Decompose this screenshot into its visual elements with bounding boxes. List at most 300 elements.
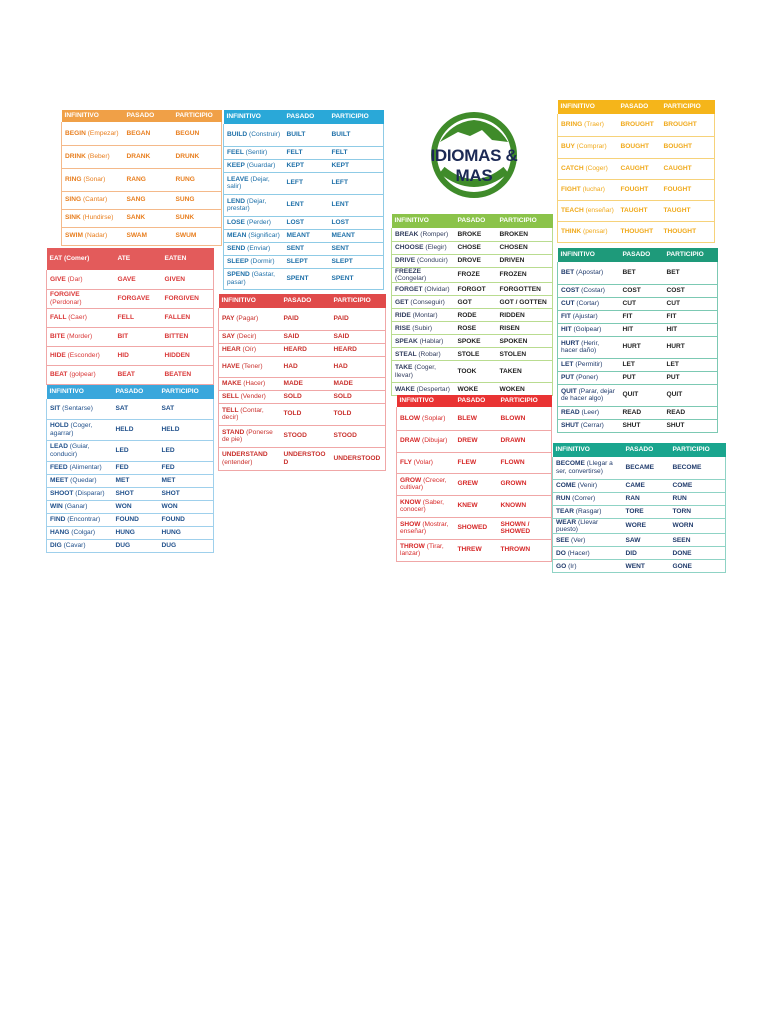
- header-pasado: ATE: [115, 248, 162, 270]
- verb-translation: (Golpear): [573, 325, 602, 333]
- header-infinitivo: EAT (Comer): [47, 248, 115, 270]
- academy-logo: [412, 112, 536, 198]
- verb-participle: BET: [664, 262, 718, 284]
- verb-infinitive: WIN: [50, 502, 63, 510]
- verb-translation: (Dar): [67, 275, 83, 283]
- verb-infinitive: RUN: [556, 494, 571, 502]
- verb-infinitive: TEACH: [561, 206, 584, 214]
- verb-past: FOUND: [113, 513, 159, 526]
- verb-infinitive: BECOME: [556, 460, 585, 468]
- verb-past: SANG: [124, 191, 173, 209]
- verb-infinitive: GIVE: [50, 275, 66, 283]
- verb-infinitive: FEEL: [227, 148, 244, 156]
- verb-participle: SOLD: [331, 390, 386, 403]
- verb-participle: QUIT: [664, 384, 718, 406]
- table-row: [558, 384, 718, 406]
- table-row: [558, 297, 718, 310]
- verb-infinitive: BITE: [50, 332, 66, 340]
- verb-translation: (Rasgar): [575, 507, 602, 515]
- table-row: [397, 495, 552, 517]
- table-row: [558, 158, 715, 179]
- verb-infinitive: SHOW: [400, 520, 421, 528]
- verb-infinitive: STEAL: [395, 350, 417, 358]
- verb-infinitive: DIG: [50, 541, 62, 549]
- verb-infinitive: FEED: [50, 463, 68, 471]
- verb-translation: (Sentarse): [62, 405, 93, 413]
- verb-translation: (luchar): [582, 185, 605, 193]
- verb-rows: [47, 399, 214, 552]
- verb-participle: WOKEN: [497, 383, 553, 396]
- verb-translation: (Mostrar, enseñar): [400, 520, 449, 535]
- table-row: [392, 283, 553, 296]
- verb-participle: FELT: [329, 146, 384, 159]
- verb-participle: SPOKEN: [497, 335, 553, 348]
- verb-participle: SENT: [329, 242, 384, 255]
- verb-past: FELT: [284, 146, 329, 159]
- verb-participle: DONE: [670, 547, 726, 560]
- verb-translation: (Vender): [240, 392, 266, 400]
- table-row: [553, 547, 726, 560]
- table-row: [558, 323, 718, 336]
- verb-translation: (Olvidar): [424, 285, 450, 293]
- verb-translation: (Parar, dejar de hacer algo): [561, 387, 615, 402]
- table-row: [224, 124, 384, 146]
- table-row: [558, 284, 718, 297]
- verb-table-bet: [557, 248, 718, 433]
- verb-participle: DRUNK: [173, 145, 222, 168]
- verb-participle: FALLEN: [162, 308, 214, 327]
- verb-past: BROKE: [455, 228, 497, 241]
- verb-translation: (Hacer): [243, 379, 266, 387]
- verb-participle: SHOWN / SHOWED: [498, 517, 552, 539]
- table-row: [47, 346, 214, 365]
- verb-past: SWAM: [124, 227, 173, 245]
- verb-participle: FOUND: [159, 513, 214, 526]
- table-row: [219, 447, 386, 470]
- verb-translation: (Encontrar): [67, 515, 101, 523]
- verb-past: BET: [620, 262, 664, 284]
- verb-participle: LEFT: [329, 172, 384, 194]
- table-row: [558, 179, 715, 200]
- verb-participle: BROKEN: [497, 228, 553, 241]
- header-pasado: PASADO: [284, 110, 329, 124]
- verb-infinitive: UNDERSTAND: [222, 451, 268, 459]
- verb-translation: (Caer): [68, 313, 87, 321]
- verb-past: TORE: [623, 505, 670, 518]
- header-participio: PARTICIPIO: [498, 395, 552, 407]
- verb-participle: BUILT: [329, 124, 384, 146]
- verb-past: RANG: [124, 168, 173, 191]
- verb-participle: MEANT: [329, 229, 384, 242]
- verb-infinitive: PUT: [561, 373, 575, 381]
- verb-participle: BLOWN: [498, 407, 552, 430]
- verb-translation: (Gastar, pasar): [227, 271, 276, 286]
- table-row: [558, 136, 715, 158]
- verb-participle: TAUGHT: [661, 200, 715, 221]
- verb-translation: (Cantar): [82, 196, 108, 204]
- header-pasado: PASADO: [623, 443, 670, 457]
- verb-translation: (Colgar): [71, 528, 96, 536]
- verb-past: SOLD: [281, 390, 331, 403]
- verb-participle: SAT: [159, 399, 214, 419]
- verb-past: DUG: [113, 539, 159, 552]
- verb-past: THOUGHT: [618, 221, 661, 242]
- verb-past: READ: [620, 406, 664, 419]
- verb-translation: (Congelar): [395, 274, 427, 282]
- table-row: [224, 255, 384, 268]
- verb-translation: (Oír): [242, 345, 257, 353]
- verb-past: CAME: [623, 479, 670, 492]
- header-infinitivo: INFINITIVO: [47, 385, 113, 399]
- verb-past: PAID: [281, 308, 331, 330]
- verb-infinitive: COME: [556, 481, 576, 489]
- verb-participle: FORGOTTEN: [497, 283, 553, 296]
- verb-past: DREW: [455, 430, 498, 452]
- verb-infinitive: BUY: [561, 143, 575, 151]
- verb-infinitive: THROW: [400, 542, 425, 550]
- verb-table-eat: [46, 248, 214, 385]
- verb-translation: (Coger, llevar): [395, 364, 436, 379]
- verb-participle: WORN: [670, 518, 726, 534]
- table-row: [392, 254, 553, 267]
- verb-past: ROSE: [455, 322, 497, 335]
- verb-past: GAVE: [115, 270, 162, 289]
- verb-past: DID: [623, 547, 670, 560]
- verb-past: SANK: [124, 209, 173, 227]
- verb-translation: (Poner): [576, 373, 599, 381]
- verb-infinitive: DO: [556, 549, 566, 557]
- header-pasado: PASADO: [124, 110, 173, 122]
- verb-infinitive: WAKE: [395, 385, 415, 393]
- verb-participle: HURT: [664, 336, 718, 358]
- verb-participle: UNDERSTOOD: [331, 447, 386, 470]
- verb-participle: KEPT: [329, 159, 384, 172]
- verb-participle: GIVEN: [162, 270, 214, 289]
- verb-translation: (Hacer): [567, 549, 590, 557]
- verb-infinitive: MEET: [50, 476, 69, 484]
- verb-infinitive: SWIM: [65, 232, 83, 240]
- verb-participle: HEARD: [331, 343, 386, 356]
- verb-infinitive: DRIVE: [395, 256, 416, 264]
- verb-participle: THROWN: [498, 539, 552, 561]
- verb-infinitive: SIT: [50, 405, 61, 413]
- verb-infinitive: SPEND: [227, 271, 250, 279]
- table-row: [219, 425, 386, 447]
- verb-past: GREW: [455, 473, 498, 495]
- verb-translation: (Empezar): [87, 129, 119, 137]
- table-row: [553, 457, 726, 479]
- verb-participle: LET: [664, 358, 718, 371]
- verb-translation: (Ganar): [64, 502, 88, 510]
- verb-participle: COST: [664, 284, 718, 297]
- verb-translation: (Hablar): [419, 337, 444, 345]
- verb-infinitive: RING: [65, 175, 82, 183]
- verb-infinitive: SING: [65, 196, 82, 204]
- verb-participle: DRAWN: [498, 430, 552, 452]
- table-row: [553, 534, 726, 547]
- verb-infinitive: CATCH: [561, 164, 584, 172]
- table-row: [558, 310, 718, 323]
- verb-participle: CHOSEN: [497, 241, 553, 254]
- verb-infinitive: SPEAK: [395, 337, 418, 345]
- header-pasado: PASADO: [455, 214, 497, 228]
- table-row: [62, 227, 222, 245]
- verb-translation: (Dibujar): [422, 437, 448, 445]
- table-row: [553, 479, 726, 492]
- verb-table-blow: [396, 395, 552, 562]
- verb-past: WOKE: [455, 383, 497, 396]
- verb-past: HUNG: [113, 526, 159, 539]
- verb-past: WON: [113, 500, 159, 513]
- verb-translation: (Disparar): [75, 489, 105, 497]
- table-row: [558, 114, 715, 136]
- table-row: [224, 172, 384, 194]
- verb-infinitive: FORGIVE: [50, 291, 80, 299]
- verb-translation: (Tirar, lanzar): [400, 542, 444, 557]
- table-row: [224, 216, 384, 229]
- table-row: [392, 348, 553, 361]
- verb-infinitive: GET: [395, 298, 409, 306]
- header-pasado: PASADO: [620, 248, 664, 262]
- verb-translation: (Volar): [413, 458, 433, 466]
- table-row: [224, 159, 384, 172]
- verb-translation: (Soplar): [422, 414, 446, 422]
- verb-translation: (golpear): [69, 370, 96, 378]
- verb-past: SAW: [623, 534, 670, 547]
- verb-translation: (Conducir): [417, 256, 448, 264]
- verb-past: TOLD: [281, 403, 331, 425]
- table-row: [558, 336, 718, 358]
- table-row: [397, 473, 552, 495]
- verb-translation: (Ir): [568, 562, 577, 570]
- verb-rows: [558, 114, 715, 242]
- verb-rows: [553, 457, 726, 573]
- verb-past: COST: [620, 284, 664, 297]
- verb-infinitive: BEGIN: [65, 129, 86, 137]
- verb-infinitive: TELL: [222, 406, 239, 414]
- table-row: [219, 343, 386, 356]
- verb-infinitive: KEEP: [227, 161, 245, 169]
- verb-participle: LED: [159, 440, 214, 461]
- table-row: [392, 335, 553, 348]
- verb-participle: RUNG: [173, 168, 222, 191]
- header-participio: PARTICIPIO: [664, 248, 718, 262]
- verb-participle: HIDDEN: [162, 346, 214, 365]
- verb-past: STOLE: [455, 348, 497, 361]
- table-row: [224, 229, 384, 242]
- verb-rows: [219, 308, 386, 470]
- verb-infinitive: HIT: [561, 325, 572, 333]
- verb-participle: GONE: [670, 560, 726, 573]
- verb-rows: [392, 228, 553, 396]
- verb-table-sit: [46, 385, 214, 553]
- table-row: [397, 517, 552, 539]
- header-infinitivo: INFINITIVO: [219, 294, 281, 308]
- table-row: [47, 539, 214, 552]
- verb-translation: (Traer): [584, 121, 604, 129]
- verb-infinitive: FLY: [400, 458, 412, 466]
- verb-translation: (Construir): [249, 131, 281, 139]
- verb-infinitive: SEE: [556, 536, 570, 544]
- verb-infinitive: WEAR: [556, 518, 577, 526]
- logo-text: IDIOMAS & MAS: [430, 146, 518, 185]
- verb-participle: RUN: [670, 492, 726, 505]
- verb-infinitive: SAY: [222, 332, 235, 340]
- verb-infinitive: BUILD: [227, 131, 248, 139]
- table-row: [397, 452, 552, 473]
- verb-translation: (Morder): [66, 332, 93, 340]
- header-infinitivo: INFINITIVO: [553, 443, 623, 457]
- verb-translation: (Ver): [571, 536, 586, 544]
- verb-infinitive: RIDE: [395, 311, 411, 319]
- header-participio: PARTICIPIO: [159, 385, 214, 399]
- verb-translation: (Pagar): [236, 315, 259, 323]
- verb-past: BECAME: [623, 457, 670, 479]
- table-row: [219, 356, 386, 377]
- table-row: [219, 390, 386, 403]
- verb-past: SHOWED: [455, 517, 498, 539]
- verb-participle: BECOME: [670, 457, 726, 479]
- verb-infinitive: READ: [561, 408, 580, 416]
- verb-translation: (Leer): [581, 408, 600, 416]
- verb-past: FLEW: [455, 452, 498, 473]
- verb-translation: (Perder): [246, 218, 271, 226]
- header-participio: EATEN: [162, 248, 214, 270]
- verb-infinitive: LEAD: [50, 443, 68, 451]
- verb-past: BUILT: [284, 124, 329, 146]
- verb-past: FELL: [115, 308, 162, 327]
- header-participio: PARTICIPIO: [497, 214, 553, 228]
- verb-translation: (Alimentar): [69, 463, 102, 471]
- verb-past: LEFT: [284, 172, 329, 194]
- table-row: [397, 539, 552, 561]
- verb-infinitive: HIDE: [50, 351, 66, 359]
- table-row: [47, 487, 214, 500]
- table-row: [553, 505, 726, 518]
- verb-participle: FIT: [664, 310, 718, 323]
- verb-past: WENT: [623, 560, 670, 573]
- table-row: [47, 419, 214, 440]
- table-row: [392, 322, 553, 335]
- verb-participle: LENT: [329, 194, 384, 216]
- verb-translation: (Ajustar): [572, 312, 598, 320]
- verb-table-bring: [557, 100, 715, 243]
- verb-infinitive: SHOOT: [50, 489, 74, 497]
- verb-infinitive: TEAR: [556, 507, 574, 515]
- verb-infinitive: HOLD: [50, 422, 69, 430]
- verb-infinitive: HANG: [50, 528, 70, 536]
- verb-past: MEANT: [284, 229, 329, 242]
- table-row: [47, 270, 214, 289]
- verb-translation: (Esconder): [67, 351, 100, 359]
- table-row: [224, 268, 384, 289]
- verb-translation: (Coger, agarrar): [50, 422, 93, 437]
- verb-participle: PAID: [331, 308, 386, 330]
- verb-participle: FROZEN: [497, 267, 553, 283]
- verb-infinitive: BRING: [561, 121, 583, 129]
- verb-past: BLEW: [455, 407, 498, 430]
- verb-past: BEAT: [115, 365, 162, 384]
- verb-past: FED: [113, 461, 159, 474]
- table-row: [47, 365, 214, 384]
- verb-past: CAUGHT: [618, 158, 661, 179]
- verb-infinitive: COST: [561, 286, 580, 294]
- verb-past: THREW: [455, 539, 498, 561]
- verb-past: SHOT: [113, 487, 159, 500]
- verb-translation: (Despertar): [416, 385, 450, 393]
- table-row: [47, 440, 214, 461]
- verb-infinitive: SLEEP: [227, 257, 249, 265]
- verb-participle: RISEN: [497, 322, 553, 335]
- verb-translation: (Crecer, cultivar): [400, 476, 447, 491]
- verb-past: SENT: [284, 242, 329, 255]
- verb-infinitive: BREAK: [395, 230, 419, 238]
- table-row: [224, 194, 384, 216]
- table-row: [62, 168, 222, 191]
- verb-infinitive: THINK: [561, 227, 582, 235]
- table-row: [62, 122, 222, 145]
- verb-table-pay: [218, 294, 386, 471]
- table-row: [47, 513, 214, 526]
- verb-infinitive: KNOW: [400, 498, 421, 506]
- verb-past: BEGAN: [124, 122, 173, 145]
- verb-participle: STOOD: [331, 425, 386, 447]
- table-row: [47, 399, 214, 419]
- header-infinitivo: INFINITIVO: [224, 110, 284, 124]
- table-row: [553, 560, 726, 573]
- verb-translation: (Dormir): [250, 257, 275, 265]
- verb-participle: HELD: [159, 419, 214, 440]
- verb-translation: (Cerrar): [580, 421, 604, 429]
- verb-participle: HUNG: [159, 526, 214, 539]
- verb-past: LENT: [284, 194, 329, 216]
- verb-infinitive: QUIT: [561, 387, 577, 395]
- verb-table-break: [391, 214, 553, 396]
- table-row: [397, 407, 552, 430]
- verb-past: HID: [115, 346, 162, 365]
- verb-participle: GOT / GOTTEN: [497, 296, 553, 309]
- verb-translation: (Contar, decir): [222, 406, 264, 421]
- verb-translation: (Coger): [585, 164, 608, 172]
- verb-infinitive: SEND: [227, 244, 246, 252]
- verb-past: KEPT: [284, 159, 329, 172]
- verb-past: STOOD: [281, 425, 331, 447]
- verb-translation: (Romper): [420, 230, 449, 238]
- verb-participle: FORGIVEN: [162, 289, 214, 308]
- verb-infinitive: FIT: [561, 312, 571, 320]
- verb-participle: THOUGHT: [661, 221, 715, 242]
- verb-infinitive: DRAW: [400, 437, 421, 445]
- verb-participle: SPENT: [329, 268, 384, 289]
- verb-translation: (Permitir): [575, 360, 603, 368]
- verb-translation: (Sentir): [245, 148, 268, 156]
- table-row: [558, 221, 715, 242]
- table-row: [392, 361, 553, 383]
- verb-past: LOST: [284, 216, 329, 229]
- table-row: [62, 209, 222, 227]
- table-row: [392, 267, 553, 283]
- verb-past: LED: [113, 440, 159, 461]
- verb-infinitive: SELL: [222, 392, 239, 400]
- verb-past: KNEW: [455, 495, 498, 517]
- verb-past: RAN: [623, 492, 670, 505]
- verb-translation: (Significar): [248, 231, 280, 239]
- verb-translation: (Hundirse): [82, 214, 114, 222]
- verb-infinitive: DRINK: [65, 152, 86, 160]
- verb-participle: SHOT: [159, 487, 214, 500]
- verb-past: BROUGHT: [618, 114, 661, 136]
- header-infinitivo: INFINITIVO: [558, 100, 618, 114]
